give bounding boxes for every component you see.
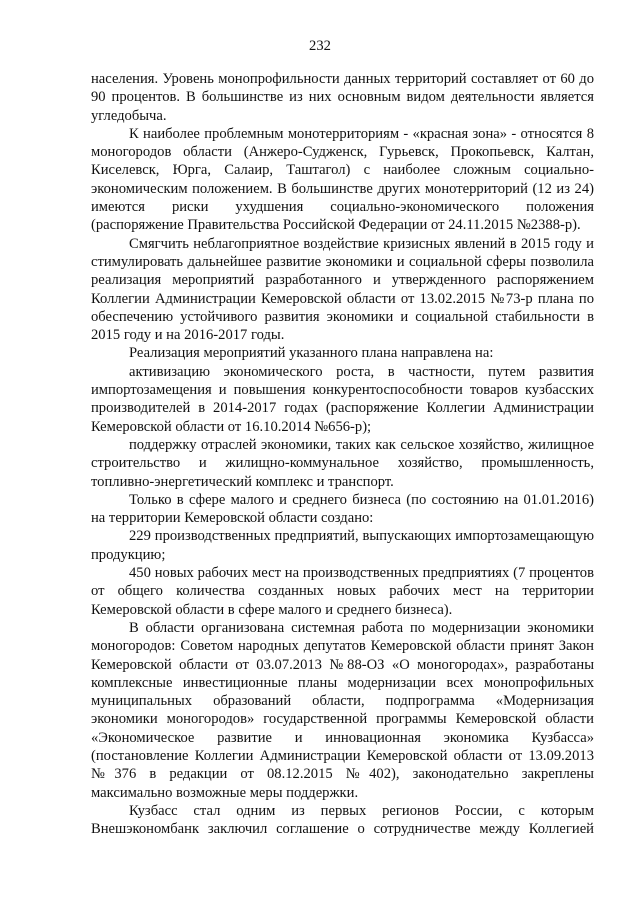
- paragraph-crisis-mitigation: Смягчить неблагоприятное воздействие кризисных явлений в 2015 году и стимулировать дальнейшее развитие экономики и социальной сферы позволила реализация мероприятий разработанного и утвержденного распоряжением Коллегии Администрации Кемеровской области от 13.02.2015 №73-р плана по обеспечению устойчивого развития экономики и социальной стабильности в 2015 году и на 2016-2017 годы.: [91, 235, 594, 344]
- document-body: [91, 70, 594, 838]
- paragraph-small-business: Только в сфере малого и среднего бизнеса (по состоянию на 01.01.2016) на территории Кемеровской области создано:: [91, 491, 594, 527]
- page-number: 232: [309, 38, 331, 54]
- paragraph-red-zone: К наиболее проблемным монотерриториям - «красная зона» - относятся 8 моногородов области (Анжеро-Судженск, Гурьевск, Прокопьевск, Калтан, Киселевск, Юрга, Салаир, Таштагол) с наиболее сложным социально-экономическим положением. В большинстве других монотерриторий (12 из 24) имеются риски ухудшения социально-экономического положения (распоряжение Правительства Российской Федерации от 24.11.2015 №2388-р).: [91, 125, 594, 234]
- paragraph-industry-support: поддержку отраслей экономики, таких как сельское хозяйство, жилищное строительство и жилищно-коммунальное хозяйство, промышленность, топливно-энергетический комплекс и транспорт.: [91, 436, 594, 490]
- paragraph-plan-directions: Реализация мероприятий указанного плана направлена на:: [129, 345, 494, 362]
- paragraph-new-jobs: 450 новых рабочих мест на производственных предприятиях (7 процентов от общего количества созданных новых рабочих мест на территории Кемеровской области в сфере малого и среднего бизнеса).: [91, 565, 594, 618]
- paragraph-enterprises-count: 229 производственных предприятий, выпускающих импортозамещающую продукцию;: [91, 528, 594, 563]
- paragraph-population: населения. Уровень монопрофильности данных территорий составляет от 60 до 90 процентов. В большинстве из них основным видом деятельности является угледобыча.: [91, 71, 594, 124]
- paragraph-import-substitution: активизацию экономического роста, в частности, путем развития импортозамещения и повышения конкурентоспособности товаров кузбасских производителей в 2014-2017 годах (распоряжение Коллегии Администрации Кемеровской области от 16.10.2014 №656-р);: [91, 363, 594, 435]
- paragraph-monotown-modernization: В области организована системная работа по модернизации экономики моногородов: Советом народных депутатов Кемеровской области принят Закон Кемеровской области от 03.07.2013 №88-ОЗ «О моногородах», разработаны комплексные инвестиционные планы модернизации всех монопрофильных муниципальных образований области, подпрограмма «Модернизация экономики моногородов» государственной программы Кемеровской области «Экономическое развитие и инновационная экономика Кузбасса» (постановление Коллегии Администрации Кемеровской области от 13.09.2013 №376 в редакции от 08.12.2015 №402), законодательно закреплены максимально возможные меры поддержки.: [91, 619, 594, 801]
- paragraph-veb-agreement: Кузбасс стал одним из первых регионов России, с которым Внешэкономбанк заключил соглашение о сотрудничестве между Коллегией: [91, 802, 594, 838]
